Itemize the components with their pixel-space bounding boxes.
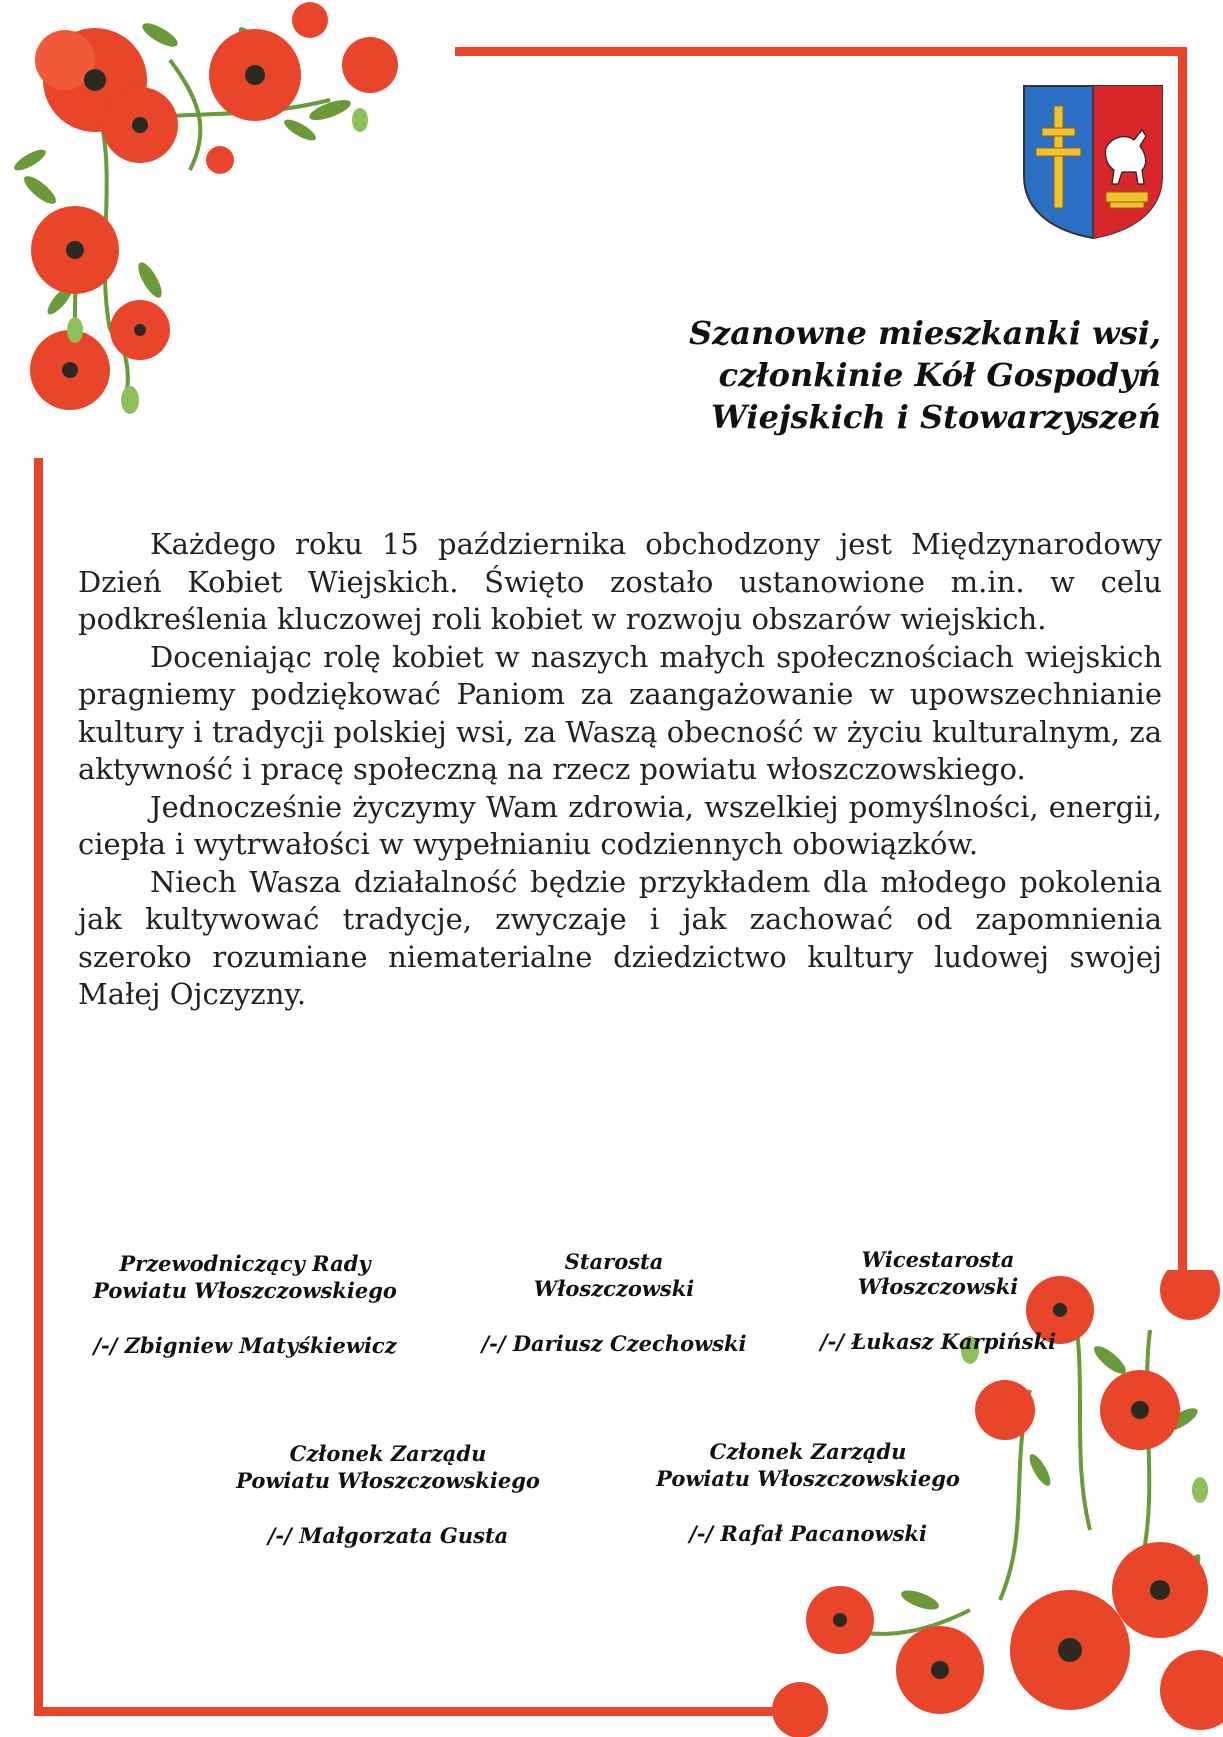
signature-role: Powiatu Włoszczowskiego: [93, 1278, 397, 1303]
signature-name: /-/ Rafał Pacanowski: [689, 1521, 927, 1546]
frame-bottom-line: [34, 1707, 794, 1716]
heading-line-3: Wiejskich i Stowarzyszeń: [711, 398, 1161, 436]
signature-name: /-/ Małgorzata Gusta: [267, 1523, 509, 1548]
signature-role: Przewodniczący Rady: [119, 1251, 371, 1276]
coat-of-arms-icon: [1022, 84, 1164, 240]
signature-role: Powiatu Włoszczowskiego: [236, 1468, 540, 1493]
frame-left-line: [34, 458, 43, 1716]
signature-role: Starosta: [564, 1249, 664, 1274]
heading-line-1: Szanowne mieszkanki wsi,: [689, 314, 1161, 352]
letter-body: [78, 526, 1162, 1014]
signature-block-wicestarosta: [800, 1246, 1076, 1355]
greeting-heading: [541, 312, 1161, 438]
signature-role: Wicestarosta: [861, 1247, 1015, 1272]
signature-name: /-/ Zbigniew Matyśkiewicz: [93, 1333, 397, 1358]
signature-role: Powiatu Włoszczowskiego: [656, 1466, 960, 1491]
signature-role: Członek Zarządu: [709, 1439, 907, 1464]
frame-right-line: [1178, 47, 1187, 1271]
paragraph-2: Doceniając rolę kobiet w naszych małych społecznościach wiejskich pragniemy podziękować Paniom za zaangażowanie w upowszechnianie kultury i tradycji polskiej wsi, za Waszą obecność w życiu kulturalnym, za aktywność i pracę społeczną na rzecz powiatu włoszczowskiego.: [78, 639, 1162, 786]
heading-line-2: członkinie Kół Gospodyń: [718, 356, 1161, 394]
signature-role: Członek Zarządu: [289, 1441, 487, 1466]
signature-block-member-2: [640, 1438, 976, 1547]
paragraph-1: Każdego roku 15 października obchodzony jest Międzynarodowy Dzień Kobiet Wiejskich. Święto zostało ustanowione m.in. w celu podkreślenia kluczowej roli kobiet w rozwoju obszarów wiejskich.: [78, 527, 1162, 636]
signature-role: Włoszczowski: [533, 1276, 695, 1301]
signature-role: Włoszczowski: [857, 1274, 1019, 1299]
signature-block-member-1: [220, 1440, 556, 1549]
paragraph-3: Jednocześnie życzymy Wam zdrowia, wszelkiej pomyślności, energii, ciepła i wytrwałości w wypełnianiu codziennych obowiązków.: [78, 789, 1162, 861]
signature-block-chairman: [62, 1250, 428, 1359]
signature-block-starosta: [462, 1248, 766, 1357]
frame-top-line: [455, 47, 1187, 56]
paragraph-4: Niech Wasza działalność będzie przykładem dla młodego pokolenia jak kultywować tradycje, zwyczaje i jak zachować od zapomnienia szeroko rozumiane niematerialne dziedzictwo kultury ludowej swojej Małej Ojczyzny.: [78, 864, 1162, 1011]
poppy-decoration-top-left: [0, 0, 460, 460]
signature-name: /-/ Łukasz Karpiński: [820, 1329, 1056, 1354]
signature-name: /-/ Dariusz Czechowski: [481, 1331, 747, 1356]
